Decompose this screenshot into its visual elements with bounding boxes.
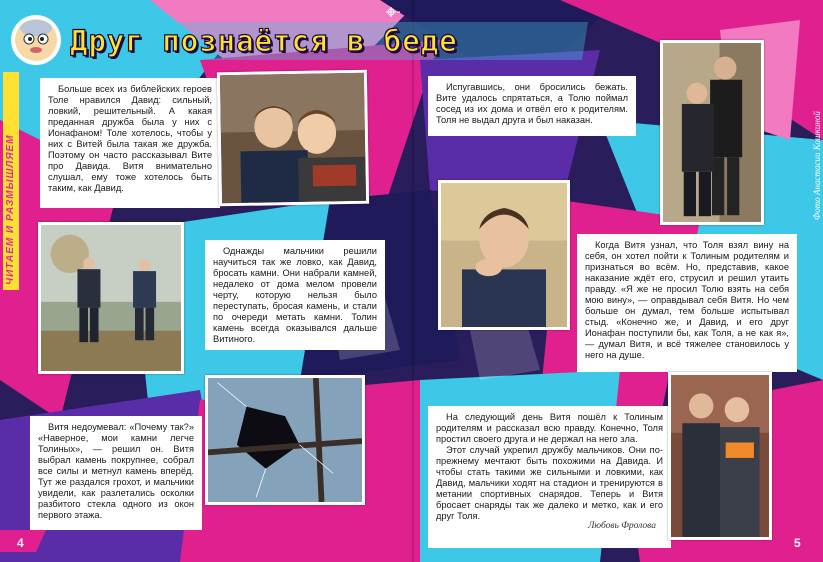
page-number-right: 5 xyxy=(794,536,801,550)
page-number-left: 4 xyxy=(17,536,24,550)
photo-boys-hugging xyxy=(668,372,772,540)
photo-boys-reading xyxy=(217,70,369,207)
photo-boys-standing xyxy=(660,40,764,225)
article-paragraph-1: Больше всех из библейских героев Толе нравился Давид: сильный, ловкий, решительный. А какая преданная дружба была у них с Ионафаном! Толе хотелось, чтобы у них с Витей была такая же дружба. Поэтому он часто рассказывал Вите про Давида. Витя внимательно слушал, ему тоже хотелось быть таким, как Давид. xyxy=(40,78,220,208)
article-paragraph-4: Испугавшись, они бросились бежать. Вите удалось спрятаться, а Толю поймал сосед из их дома и отвёл его к родителям. Толя не выдал друга и был наказан. xyxy=(428,76,636,136)
author-signature: Любовь Фролова xyxy=(588,521,656,531)
article-paragraph-6: На следующий день Витя пошёл к Толиным родителям и рассказал всю правду. Конечно, Толя простил своего друга и не держал на него зла. xyxy=(436,412,663,444)
photo-credit: Фото Анастасии Кошкиной xyxy=(812,111,822,220)
article-paragraph-2: Однажды мальчики решили научиться так же ловко, как Давид, бросать камни. Они набрали камней, недалеко от дома мелом провели черту, которую нельзя было переступать, бросая камень, и стали по очереди метать камни. Толин камень всегда оказывался дальше Витиного. xyxy=(205,240,385,350)
photo-broken-window xyxy=(205,375,365,505)
page-title: Друг познаётся в беде xyxy=(70,24,458,58)
rubric-label: ЧИТАЕМ И РАЗМЫШЛЯЕМ xyxy=(5,134,16,285)
article-paragraph-5: Когда Витя узнал, что Толя взял вину на себя, он хотел пойти к Толиным родителям и признаться во всём. Но, представив, какое наказание ждёт его, струсил и решил утаить правду. «Я же не просил Толю взять на себя мою вину», — оправдывал себя Витя. Но чем больше он думал, тем больше испытывал стыд. «Конечно же, и Давид, и его друг Ионафан поступили бы, как Толя, а не как я», — думал Витя, и всё тяжелее становилось у него на душе. xyxy=(577,234,797,372)
article-paragraph-3: Витя недоумевал: «Почему так?» «Наверное, мои камни легче Толиных», — решил он. Витя выбрал камень покрупнее, собрал все силы и метнул камень вперёд. Тут же раздался грохот, и мальчики увидели, как разлетались осколки разбитого стекла одного из окон первого этажа. xyxy=(30,416,202,530)
photo-boy-thinking xyxy=(438,180,570,330)
article-paragraph-7: Этот случай укрепил дружбу мальчиков. Они по-прежнему мечтают быть похожими на Давида. И чтобы стать такими же сильными и ловкими, как Давид, мальчики ходят на стадион и тренируются в метании спортивных снарядов. Теперь и Витя бросает снаряды так же далеко и метко, как и его друг Толя. xyxy=(436,445,663,521)
fold-mark-icon xyxy=(386,7,400,17)
photo-boys-throwing xyxy=(38,222,184,374)
